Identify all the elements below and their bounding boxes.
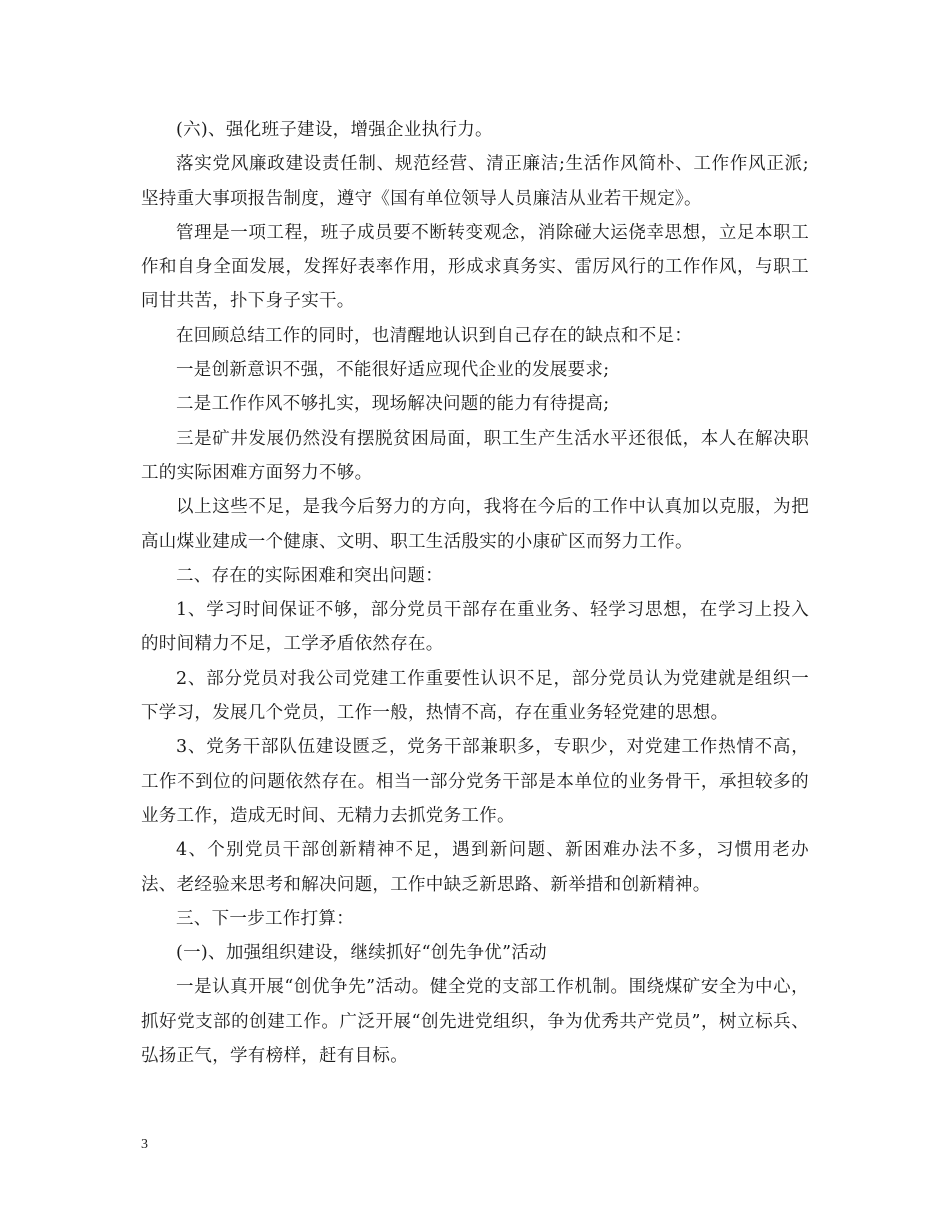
paragraph-problem-three: 3、党务干部队伍建设匮乏，党务干部兼职多，专职少，对党建工作热情不高，工作不到位的问题依然存在。相当一部分党务干部是本单位的业务骨干，承担较多的业务工作，造成无时间、无精力去抓党务工作。 bbox=[141, 737, 809, 826]
page-number: 3 bbox=[141, 1137, 148, 1152]
paragraph-section-six-heading: (六)、强化班子建设，增强企业执行力。 bbox=[176, 120, 493, 140]
paragraph-improvement-direction: 以上这些不足，是我今后努力的方向，我将在今后的工作中认真加以克服，为把高山煤业建成一个健康、文明、职工生活殷实的小康矿区而努力工作。 bbox=[141, 497, 809, 552]
paragraph-problem-four: 4、个别党员干部创新精神不足，遇到新问题、新困难办法不多，习惯用老办法、老经验来思考和解决问题，工作中缺乏新思路、新举措和创新精神。 bbox=[141, 840, 809, 895]
paragraph-management-project: 管理是一项工程，班子成员要不断转变观念，消除碰大运侥幸思想，立足本职工作和自身全面发展，发挥好表率作用，形成求真务实、雷厉风行的工作作风，与职工同甘共苦，扑下身子实干。 bbox=[141, 222, 809, 312]
paragraph-activity-plan: 一是认真开展“创优争先”活动。健全党的支部工作机制。围绕煤矿安全为中心，抓好党支部的创建工作。广泛开展“创先进党组织，争为优秀共产党员”，树立标兵、弘扬正气，学有榜样，赶有目标。 bbox=[141, 977, 809, 1067]
paragraph-problem-one: 1、学习时间保证不够，部分党员干部存在重业务、轻学习思想，在学习上投入的时间精力不足，工学矛盾依然存在。 bbox=[141, 600, 809, 655]
paragraph-shortcoming-two: 二是工作作风不够扎实，现场解决问题的能力有待提高; bbox=[176, 394, 610, 415]
paragraph-section-two-heading: 二、存在的实际困难和突出问题： bbox=[176, 565, 443, 586]
paragraph-shortcoming-one: 一是创新意识不强，不能很好适应现代企业的发展要求; bbox=[176, 360, 610, 381]
document-body bbox=[141, 113, 809, 1073]
paragraph-section-three-heading: 三、下一步工作打算： bbox=[176, 908, 354, 929]
paragraph-integrity-responsibility: 落实党风廉政建设责任制、规范经营、清正廉洁;生活作风简朴、工作作风正派;坚持重大事项报告制度，遵守《国有单位领导人员廉洁从业若干规定》。 bbox=[141, 154, 809, 209]
paragraph-subsection-one-heading: (一)、加强组织建设，继续抓好“创先争优”活动 bbox=[176, 943, 547, 964]
paragraph-review-shortcomings: 在回顾总结工作的同时，也清醒地认识到自己存在的缺点和不足： bbox=[176, 325, 693, 346]
paragraph-shortcoming-three: 三是矿井发展仍然没有摆脱贫困局面，职工生产生活水平还很低，本人在解决职工的实际困难方面努力不够。 bbox=[141, 428, 809, 483]
paragraph-problem-two: 2、部分党员对我公司党建工作重要性认识不足，部分党员认为党建就是组织一下学习，发展几个党员，工作一般，热情不高，存在重业务轻党建的思想。 bbox=[141, 668, 809, 724]
